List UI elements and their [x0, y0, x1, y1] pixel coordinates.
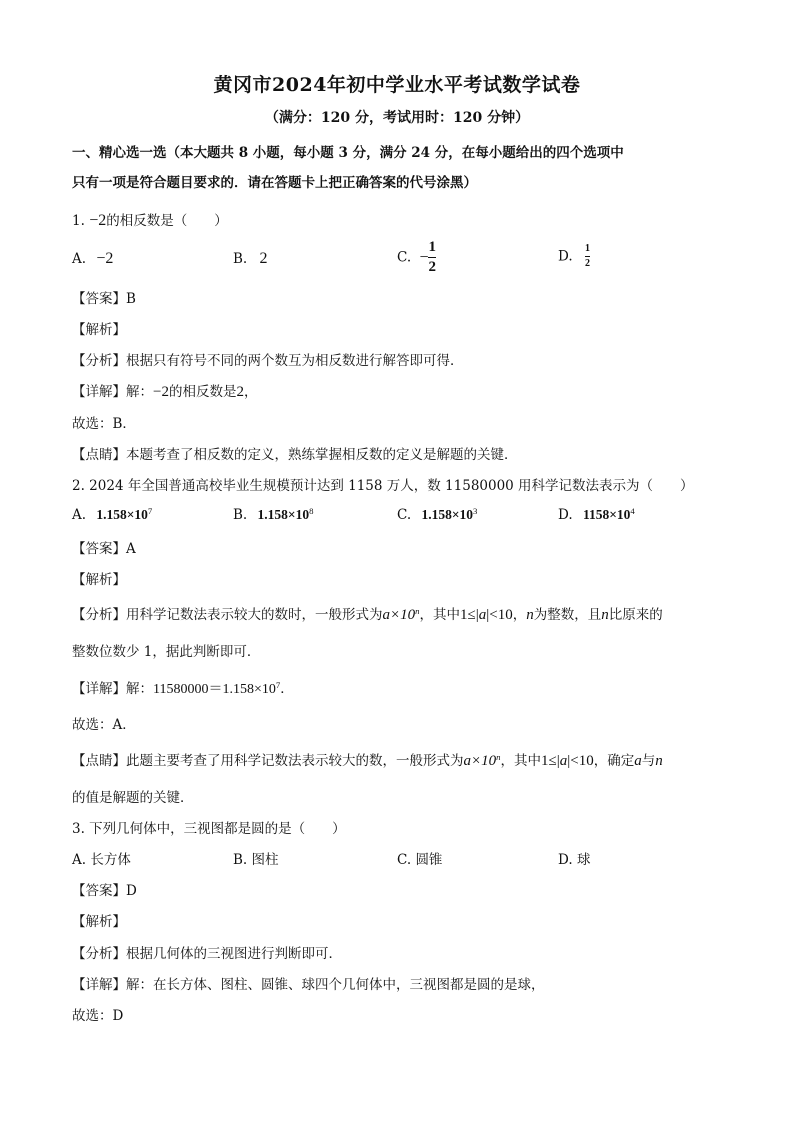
q1-option-c-fraction: $\frac{1}{2}$ — [428, 239, 436, 275]
q1-analysis-label: 【解析】 — [72, 322, 126, 338]
q3-xiangjie: 【详解】解：在长方体、图柱、圆锥、球四个几何体中，三视图都是圆的是球， — [72, 977, 545, 993]
q3-option-c: C. 圆锥 — [397, 852, 443, 868]
q2-fenxi: 【分析】用科学记数法表示较大的数时，一般形式为$a\times 10^n$，其中1≤|a|<10，n为整数，且n比原来的 — [72, 606, 663, 623]
q1-option-a: A. −2 — [72, 250, 114, 267]
q1-stem — [72, 209, 228, 230]
q3-stem: 3. 下列几何体中，三视图都是圆的是（ ） — [72, 821, 346, 837]
q2-option-b: B. $1.158\times 10^8$ — [233, 506, 314, 523]
q1-answer: 【答案】B — [72, 291, 136, 307]
q3-fenxi: 【分析】根据几何体的三视图进行判断即可． — [72, 946, 342, 962]
q2-option-a: A. $1.158\times 10^7$ — [72, 506, 153, 523]
q1-option-d-fraction: $\frac{1}{2}$ — [584, 243, 590, 269]
q1-stem-expr: −2 — [89, 212, 107, 229]
q2-fenxi-line2: 整数位数少 1，据此判断即可． — [72, 644, 261, 660]
section-heading-line1: 一、精心选一选（本大题共 8 小题，每小题 3 分，满分 24 分，在每小题给出的四个选项中 — [72, 145, 624, 161]
q1-xiangjie: 【详解】解：−2的相反数是2， — [72, 384, 258, 400]
page-title: 黄冈市2024年初中学业水平考试数学试卷 — [213, 74, 581, 96]
q2-analysis-label: 【解析】 — [72, 572, 126, 588]
section-heading-line2: 只有一项是符合题目要求的．请在答题卡上把正确答案的代号涂黑） — [72, 175, 477, 191]
q3-option-d: D. 球 — [558, 852, 591, 868]
q1-number: 1. — [72, 213, 85, 229]
q2-option-d: D. $1158\times 10^4$ — [558, 506, 635, 523]
q2-option-c: C. $1.158\times 10^3$ — [397, 506, 478, 523]
q3-answer: 【答案】D — [72, 883, 137, 899]
q3-option-a: A. 长方体 — [72, 852, 131, 868]
q1-fenxi: 【分析】根据只有符号不同的两个数互为相反数进行解答即可得． — [72, 353, 464, 369]
q2-answer: 【答案】A — [72, 541, 136, 557]
q1-option-d: D. $\frac{1}{2}$ — [558, 243, 590, 269]
q2-conclusion: 故选：A． — [72, 717, 136, 733]
q1-stem-text: 的相反数是（ ） — [106, 213, 228, 229]
q2-stem: 2. 2024 年全国普通高校毕业生规模预计达到 1158 万人，数 11580000 用科学记数法表示为（ ） — [72, 478, 694, 494]
q3-conclusion: 故选：D — [72, 1008, 124, 1024]
q1-dianjing: 【点睛】本题考查了相反数的定义，熟练掌握相反数的定义是解题的关键． — [72, 447, 518, 463]
q1-option-c: C. − $\frac{1}{2}$ — [397, 239, 436, 275]
q2-dianjing: 【点睛】此题主要考查了用科学记数法表示较大的数，一般形式为$a\times 10^n$，其中1≤|a|<10，确定a与n — [72, 752, 663, 769]
q2-dianjing-line2: 的值是解题的关键． — [72, 790, 194, 806]
page-subtitle: （满分：120 分，考试用时：120 分钟） — [264, 110, 530, 126]
q3-option-b: B. 图柱 — [233, 852, 279, 868]
q1-conclusion: 故选：B． — [72, 416, 136, 432]
q2-xiangjie: 【详解】解：$11580000=1.158\times 10^7$． — [72, 680, 294, 697]
q1-option-b: B. 2 — [233, 250, 268, 267]
q3-analysis-label: 【解析】 — [72, 914, 126, 930]
